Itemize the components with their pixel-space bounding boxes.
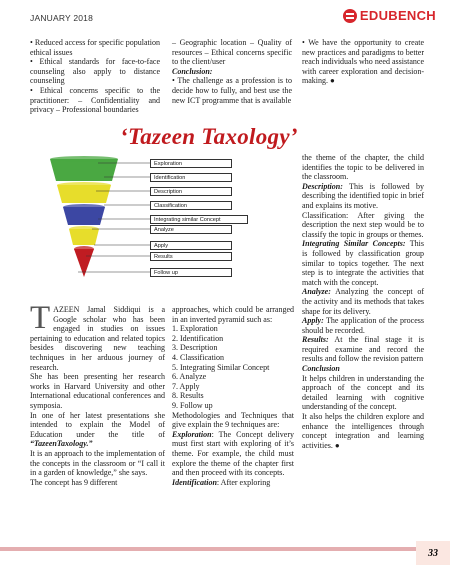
drop-cap: T [30, 300, 51, 336]
paragraph-research: She has been presenting her research works in Harvard University and other International educational conferences and symposia. [30, 372, 165, 410]
model-name: “TazeenTaxology.” [30, 439, 93, 449]
top-column-2-text-a: – Geographic location – Quality of resources – Ethical concerns specific to the client/user [172, 38, 292, 67]
pyramid-layer-top [50, 156, 118, 162]
paragraph-model: In one of her latest presentations she intended to explain the Model of Education under the title of [30, 410, 165, 439]
term-integrating: Integrating Similar Concepts: [302, 239, 406, 249]
term-analyze: Analyze: [302, 287, 331, 297]
pyramid-layer-top [57, 182, 111, 188]
footer-bar [0, 547, 450, 551]
term-conclusion: Conclusion [302, 364, 340, 374]
conclusion-text-2: It also helps the children explore and enhance the intelligences through concept integration and learning activities. ● [302, 412, 424, 450]
conclusion-text-1: It helps children in understanding the approach of the concept and its detailed learning with cognitive understanding of the concept. [302, 373, 424, 412]
description-text: This is followed by describing the identified topic in brief and explains its motive. [302, 181, 424, 210]
step-item: 4. Classification [172, 352, 224, 362]
top-column-2-text-b: • The challenge as a profession is to decide how to fully, and best use the new ICT programme that is available [172, 76, 292, 105]
edubench-logo-icon [343, 9, 357, 23]
taxology-pyramid [20, 155, 300, 280]
term-results: Results: [302, 335, 329, 345]
pyramid-label: Exploration [150, 159, 232, 168]
article-column-1 [30, 300, 165, 487]
brand-header [343, 8, 436, 23]
issue-date: JANUARY 2018 [30, 13, 94, 23]
exploration-text: : The Concept delivery must first start with exploring of it’s theme. For example, the child must explore the theme of the chapter first and then proceed with its concepts. [172, 429, 294, 478]
top-column-3: • We have the opportunity to create new practices and paradigms to better reach individuals who need assistance with career exploration and decision-making. ● [302, 38, 424, 86]
identification-text: : After exploring [216, 477, 271, 487]
paragraph-approaches: approaches, which could be arranged in an inverted pyramid such as: [172, 305, 294, 324]
pyramid-layer [74, 249, 94, 277]
step-item: 6. Analyze [172, 372, 207, 382]
pyramid-label: Results [150, 252, 232, 261]
apply-text: The application of the process should be recorded. [302, 316, 424, 335]
pyramid-label: Classification [150, 201, 232, 210]
article-title: ‘Tazeen Taxology’ [120, 124, 298, 149]
top-column-2 [172, 38, 292, 105]
conclusion-heading: Conclusion: [172, 66, 213, 76]
results-text: At the final stage it is required examine and record the results and follow the revision pattern [302, 335, 424, 364]
pyramid-label: Description [150, 187, 232, 196]
pyramid-label: Identification [150, 173, 232, 182]
step-item: 9. Follow up [172, 400, 213, 410]
steps-list [172, 324, 294, 410]
pyramid-layer [50, 159, 118, 181]
pyramid-label: Apply [150, 241, 232, 250]
article-column-3 [302, 153, 424, 450]
analyze-text: Analyzing the concept of the activity and its methods that takes shape for its delivery. [302, 287, 424, 316]
integrating-text: This is followed by classification group similar to topics together. The next step is to integrate the activities that match with the concept. [302, 239, 425, 287]
step-item: 7. Apply [172, 381, 200, 391]
term-identification: Identification [172, 477, 217, 487]
term-apply: Apply: [302, 316, 324, 326]
step-item: 5. Integrating Similar Concept [172, 362, 270, 372]
pyramid-label: Follow up [150, 268, 232, 277]
paragraph-theme: the theme of the chapter, the child identifies the topic to be delivered in the classroom. [302, 153, 424, 182]
paragraph-methodologies: Methodologies and Techniques that give explain the 9 techniques are: [172, 410, 294, 430]
brand-name: EDUBENCH [359, 8, 436, 23]
pyramid-label: Integrating similar Concept [150, 215, 248, 224]
top-column-1: • Reduced access for specific population ethical issues • Ethical standards for face-to-face counseling also apply to distance counseling • Ethical concerns specific to the practitioner: – Confidentiality and privacy – Professional boundaries [30, 38, 160, 115]
pyramid-layer-top [63, 204, 105, 210]
intro-paragraph: AZEEN Jamal Siddiqui is a Google scholar who has been engaged in studies on issues pertaining to education and related topics besides discovering new teaching techniques in her arduous journey of research. [30, 305, 165, 372]
step-item: 2. Identification [172, 333, 224, 343]
page-number: 33 [416, 541, 450, 565]
pyramid-label: Analyze [150, 225, 232, 234]
term-description: Description: [302, 181, 343, 191]
article-column-2 [172, 305, 294, 487]
step-item: 8. Results [172, 391, 204, 401]
classification-text: Classification: After giving the description the next step would be to classify the topic in groups or themes. [302, 210, 424, 239]
step-item: 1. Exploration [172, 324, 218, 334]
step-item: 3. Description [172, 343, 218, 353]
pyramid-layer-top [74, 246, 94, 252]
paragraph-concept: The concept has 9 different [30, 477, 118, 487]
paragraph-approach: It is an approach to the implementation of the concepts in the classroom or “I call it in a garden of knowledge,” she says. [30, 448, 165, 478]
term-exploration: Exploration [172, 429, 212, 439]
